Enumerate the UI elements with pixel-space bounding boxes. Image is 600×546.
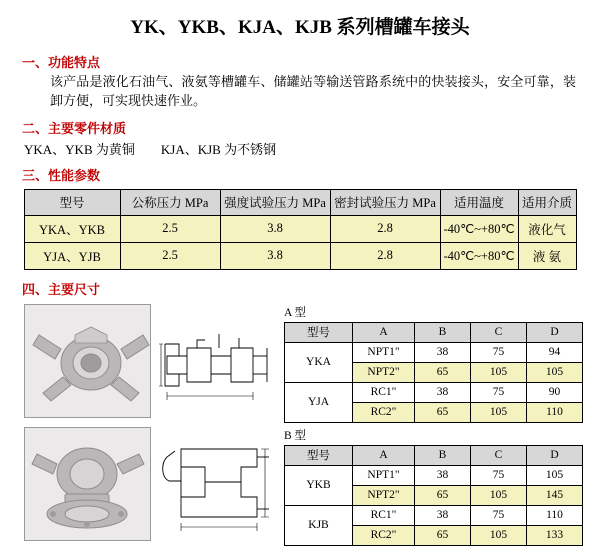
perf-cell: 液 氨 — [518, 242, 576, 269]
dim-a-cell: 75 — [471, 382, 527, 402]
perf-cell: 2.8 — [330, 215, 440, 242]
dim-b-col-model: 型号 — [285, 445, 353, 465]
dim-a-col-a: A — [353, 322, 415, 342]
dim-b-cell: RC1" — [353, 505, 415, 525]
dimension-table-b — [284, 445, 583, 546]
table-row — [24, 242, 576, 269]
product-photo-b — [24, 427, 151, 541]
perf-cell: 2.5 — [120, 215, 220, 242]
features-text — [24, 73, 576, 111]
dim-b-col-b: B — [415, 445, 471, 465]
section-heading-performance: 三、性能参数 — [22, 167, 101, 183]
dim-b-cell: 65 — [415, 525, 471, 545]
dim-b-cell: 75 — [471, 505, 527, 525]
table-header-row — [285, 445, 583, 465]
perf-col-temperature: 适用温度 — [440, 189, 518, 215]
perf-cell: -40℃~+80℃ — [440, 242, 518, 269]
perf-col-nominal-pressure: 公称压力 MPa — [120, 189, 220, 215]
perf-col-model: 型号 — [24, 189, 120, 215]
dim-a-model-cell: YJA — [285, 382, 353, 422]
dim-a-cell: 105 — [527, 362, 583, 382]
dim-a-col-d: D — [527, 322, 583, 342]
features-paragraph: 该产品是液化石油气、液氨等槽罐车、储罐站等输送管路系统中的快装接头，安全可靠，装卸方便，可实现快速作业。 — [50, 74, 576, 108]
dim-b-cell: NPT1" — [353, 465, 415, 485]
dim-a-model-cell: YKA — [285, 342, 353, 382]
dim-b-cell: 145 — [527, 485, 583, 505]
dim-a-cell: 38 — [415, 342, 471, 362]
perf-cell: 2.8 — [330, 242, 440, 269]
dim-b-col-c: C — [471, 445, 527, 465]
section-heading-material: 二、主要零件材质 — [22, 120, 127, 136]
table-header-row — [285, 322, 583, 342]
material-text-brass: YKA、YKB 为黄铜 — [24, 141, 135, 157]
dim-a-cell: 105 — [471, 402, 527, 422]
dim-a-cell: RC2" — [353, 402, 415, 422]
dim-a-cell: 65 — [415, 362, 471, 382]
dim-a-col-c: C — [471, 322, 527, 342]
dim-a-cell: NPT1" — [353, 342, 415, 362]
line-drawing-a — [157, 304, 272, 416]
dim-a-cell: RC1" — [353, 382, 415, 402]
section-heading-features: 一、功能特点 — [22, 55, 101, 70]
dim-b-cell: NPT2" — [353, 485, 415, 505]
dim-b-cell: 38 — [415, 465, 471, 485]
perf-cell: 液化气 — [518, 215, 576, 242]
coupling-drawing-b-graphic — [157, 427, 272, 539]
table-row — [285, 505, 583, 525]
dimension-table-a-wrap — [284, 304, 584, 423]
material-text-steel: KJA、KJB 为不锈钢 — [160, 141, 277, 157]
line-drawing-b — [157, 427, 272, 539]
dim-a-cell: 90 — [527, 382, 583, 402]
dim-b-model-cell: KJB — [285, 505, 353, 545]
dim-b-cell: 38 — [415, 505, 471, 525]
table-row — [285, 342, 583, 362]
perf-cell: -40℃~+80℃ — [440, 215, 518, 242]
perf-cell: 3.8 — [220, 215, 330, 242]
dim-b-cell: 75 — [471, 465, 527, 485]
dim-a-cell: 65 — [415, 402, 471, 422]
dim-a-cell: 105 — [471, 362, 527, 382]
dim-a-cell: 38 — [415, 382, 471, 402]
page-title: YK、YKB、KJA、KJB 系列槽罐车接头 — [130, 17, 470, 38]
perf-col-medium: 适用介质 — [518, 189, 576, 215]
dim-a-cell: 75 — [471, 342, 527, 362]
dim-a-col-b: B — [415, 322, 471, 342]
perf-cell: 2.5 — [120, 242, 220, 269]
dim-a-col-model: 型号 — [285, 322, 353, 342]
dim-b-cell: 65 — [415, 485, 471, 505]
table-row — [285, 382, 583, 402]
dim-b-col-d: D — [527, 445, 583, 465]
table-header-row — [24, 189, 576, 215]
dim-b-cell: 110 — [527, 505, 583, 525]
figure-row-b — [0, 427, 600, 546]
perf-col-strength-pressure: 强度试验压力 MPa — [220, 189, 330, 215]
dimension-figures — [0, 304, 600, 546]
dim-b-cell: 105 — [527, 465, 583, 485]
dim-b-col-a: A — [353, 445, 415, 465]
coupling-photo-a-graphic — [25, 305, 150, 417]
coupling-photo-b-graphic — [25, 428, 150, 540]
section-heading-dimensions: 四、主要尺寸 — [22, 281, 101, 297]
dimension-table-a-label: A 型 — [284, 306, 307, 319]
dim-a-cell: 94 — [527, 342, 583, 362]
perf-cell: YKA、YKB — [24, 215, 120, 242]
dim-b-cell: 133 — [527, 525, 583, 545]
dim-b-model-cell: YKB — [285, 465, 353, 505]
table-row — [24, 215, 576, 242]
performance-table — [24, 189, 577, 270]
perf-cell: 3.8 — [220, 242, 330, 269]
dimension-table-b-label: B 型 — [284, 429, 307, 442]
dim-b-cell: 105 — [471, 485, 527, 505]
perf-cell: YJA、YJB — [24, 242, 120, 269]
material-text — [24, 139, 600, 158]
dim-a-cell: NPT2" — [353, 362, 415, 382]
dimension-table-a — [284, 322, 583, 423]
table-row — [285, 465, 583, 485]
dim-b-cell: 105 — [471, 525, 527, 545]
figure-row-a — [0, 304, 600, 423]
dim-b-cell: RC2" — [353, 525, 415, 545]
perf-col-seal-pressure: 密封试验压力 MPa — [330, 189, 440, 215]
coupling-drawing-a-graphic — [157, 304, 272, 416]
dim-a-cell: 110 — [527, 402, 583, 422]
dimension-table-b-wrap — [284, 427, 584, 546]
product-photo-a — [24, 304, 151, 418]
